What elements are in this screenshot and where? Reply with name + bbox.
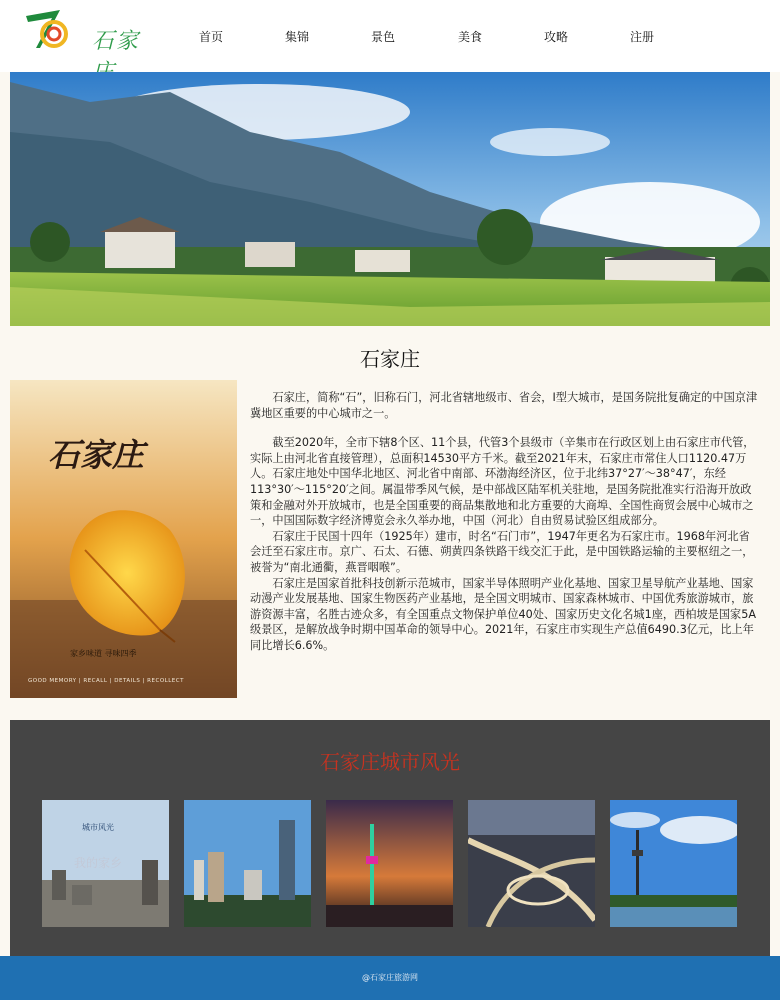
intro-paragraph: 截至2020年，全市下辖8个区、11个县，代管3个县级市（辛集市在行政区划上由石家庄市代管，实际上由河北省直接管理），总面积14530平方千米。截至2021年末，石家庄市常住人口1120.47万人。石家庄地处中国华北地区、河北省中南部、环渤海经济区，位于北纬37°27′～38°47′，东经113°30′～115°20′之间。属温带季风气候，是中部战区陆军机关驻地，是国务院批准实行沿海开放政策和金融对外开放城市，也是全国重要的商品集散地和北方重要的大商埠、全国性商贸会展中心城市之一，中国国际数字经济博览会永久举办地，中国（河北）自由贸易试验区组成部分。 bbox=[250, 436, 755, 528]
poster-caption: 家乡味道 寻味四季 bbox=[70, 649, 137, 658]
intro-text bbox=[250, 390, 760, 654]
intro-paragraph: 石家庄是国家首批科技创新示范城市，国家半导体照明产业化基地、国家卫星导航产业基地、国家动漫产业发展基地、国家生物医药产业基地，是全国文明城市、国家森林城市、中国优秀旅游城市，旅游资源丰富，名胜古迹众多，有全国重点文物保护单位40处、国家历史文化名城1座，西柏坡是国家5A级景区，是解放战争时期中国革命的领导中心。2021年，石家庄市实现生产总值6490.3亿元，比上年同比增长6.6%。 bbox=[250, 576, 757, 652]
nav-item-home[interactable]: 首页 bbox=[199, 30, 224, 44]
nav-item-scenery[interactable]: 景色 bbox=[371, 30, 396, 44]
thumb-caption-main: 我的家乡 bbox=[74, 856, 123, 870]
thumb-caption-top: 城市风光 bbox=[82, 823, 114, 832]
intro-paragraph: 石家庄于民国十四年（1925年）建市，时名“石门市”，1947年更名为石家庄市。1968年河北省会迁至石家庄市。京广、石太、石德、朔黄四条铁路干线交汇于此，是中国铁路运输的主要枢纽之一，被誉为“南北通衢，燕晋咽喉”。 bbox=[250, 529, 754, 574]
poster-footer-words: GOOD MEMORY | RECALL | DETAILS | RECOLLECT bbox=[28, 678, 184, 684]
nav-item-food[interactable]: 美食 bbox=[458, 30, 483, 44]
hero-banner-image bbox=[10, 72, 770, 326]
city-gallery bbox=[10, 720, 770, 956]
gallery-photo-city-day[interactable] bbox=[184, 800, 311, 927]
poster-image bbox=[10, 380, 237, 698]
page-title: 石家庄 bbox=[360, 347, 420, 371]
nav-item-collection[interactable]: 集锦 bbox=[285, 30, 310, 44]
nav-item-guide[interactable]: 攻略 bbox=[544, 30, 569, 44]
gallery-photo-tv-tower-night[interactable] bbox=[326, 800, 453, 927]
gallery-photo-skyline-text[interactable] bbox=[42, 800, 169, 927]
site-logo[interactable] bbox=[24, 6, 154, 54]
nav-item-register[interactable]: 注册 bbox=[630, 30, 655, 44]
site-footer bbox=[0, 956, 780, 1000]
gallery-photo-overpass[interactable] bbox=[468, 800, 595, 927]
intro-paragraph: 石家庄，简称“石”，旧称石门，河北省辖地级市、省会，Ⅰ型大城市，是国务院批复确定的中国京津冀地区重要的中心城市之一。 bbox=[250, 391, 758, 420]
footer-copyright: @石家庄旅游网 bbox=[362, 973, 418, 982]
logo-text: 石家 bbox=[92, 29, 141, 54]
gallery-title: 石家庄城市风光 bbox=[320, 750, 460, 774]
logo-emblem-icon bbox=[24, 6, 72, 54]
poster-title: 石家庄 bbox=[48, 436, 145, 474]
site-header bbox=[0, 0, 780, 72]
gallery-photo-tower-lake[interactable] bbox=[610, 800, 737, 927]
